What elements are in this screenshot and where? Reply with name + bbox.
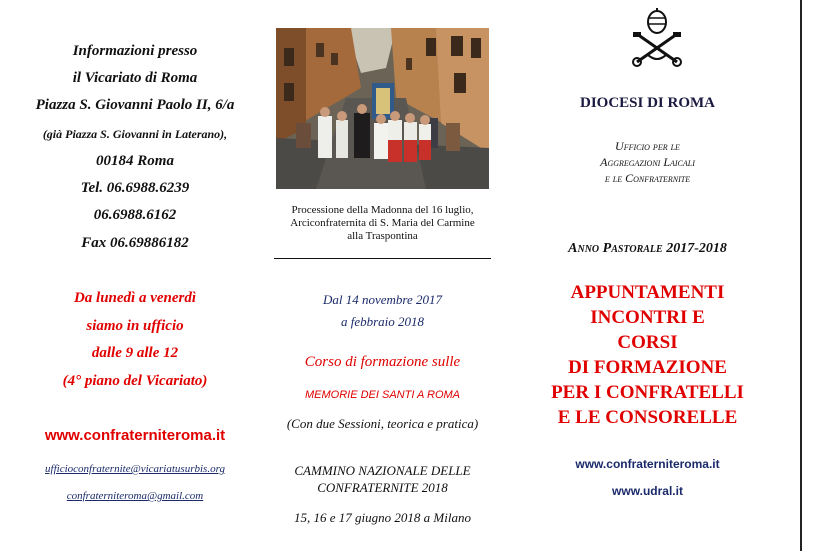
photo-caption: Processione della Madonna del 16 luglio, — [291, 204, 474, 216]
hours-line: Da lunedì a venerdì — [73, 290, 197, 306]
website-link[interactable]: www.confraterniteroma.it — [44, 427, 226, 444]
program-column — [270, 0, 495, 551]
headline-line: INCONTRI E — [590, 307, 705, 328]
headline-line: DI FORMAZIONE — [568, 357, 727, 378]
info-line: il Vicariato di Roma — [72, 70, 198, 86]
postal-code: 00184 Roma — [96, 153, 174, 169]
website-link-1[interactable]: www.confraterniteroma.it — [575, 457, 720, 471]
headline-line: E LE CONSORELLE — [557, 407, 738, 428]
fax: Fax 06.69886182 — [81, 235, 189, 251]
course-subject: MEMORIE DEI SANTI A ROMA — [304, 389, 461, 401]
phone-2: 06.6988.6162 — [93, 207, 177, 223]
info-line: Informazioni presso — [72, 43, 198, 59]
cover-column — [495, 0, 800, 551]
office-line: Aggregazioni Laicali — [600, 155, 695, 169]
website-link-2[interactable]: www.udral.it — [612, 484, 683, 498]
address-note: (già Piazza S. Giovanni in Laterano), — [42, 127, 228, 141]
email-link-2[interactable]: confraterniteroma@gmail.com — [66, 490, 204, 502]
email2-row — [0, 486, 270, 504]
cammino-line: CONFRATERNITE 2018 — [317, 480, 448, 495]
address-line: Piazza S. Giovanni Paolo II, 6/a — [35, 97, 235, 113]
headline-line: APPUNTAMENTI — [570, 282, 725, 303]
hours-line: (4° piano del Vicariato) — [62, 373, 208, 389]
office-line: Ufficio per le — [615, 139, 680, 153]
course-note: (Con due Sessioni, teorica e pratica) — [286, 416, 479, 431]
headline-line: PER I CONFRATELLI — [551, 382, 744, 403]
diocese-title: DIOCESI DI ROMA — [579, 95, 715, 111]
dates-line: Dal 14 novembre 2017 — [322, 292, 443, 307]
page-edge-line — [800, 0, 802, 551]
pastoral-year: Anno Pastorale 2017-2018 — [568, 241, 727, 256]
office-line: e le Confraternite — [604, 171, 691, 185]
contact-column — [0, 0, 270, 551]
email-link-1[interactable]: ufficioconfraternite@vicariatusurbis.org — [45, 463, 225, 475]
email1-row — [0, 459, 270, 477]
divider — [274, 258, 491, 259]
procession-photo — [276, 28, 489, 189]
phone-1: Tel. 06.6988.6239 — [80, 180, 190, 196]
hours-line: siamo in ufficio — [86, 318, 184, 334]
headline-line: CORSI — [617, 332, 678, 353]
photo-caption: Arciconfraternita di S. Maria del Carmine — [290, 217, 475, 229]
dates-line: a febbraio 2018 — [340, 314, 425, 329]
cammino-date: 15, 16 e 17 giugno 2018 a Milano — [294, 510, 471, 525]
hours-line: dalle 9 alle 12 — [91, 345, 179, 361]
papal-coat-of-arms-icon — [629, 8, 685, 68]
cammino-line: CAMMINO NAZIONALE DELLE — [294, 463, 471, 478]
photo-caption: alla Traspontina — [347, 230, 418, 242]
course-title: Corso di formazione sulle — [304, 354, 461, 370]
